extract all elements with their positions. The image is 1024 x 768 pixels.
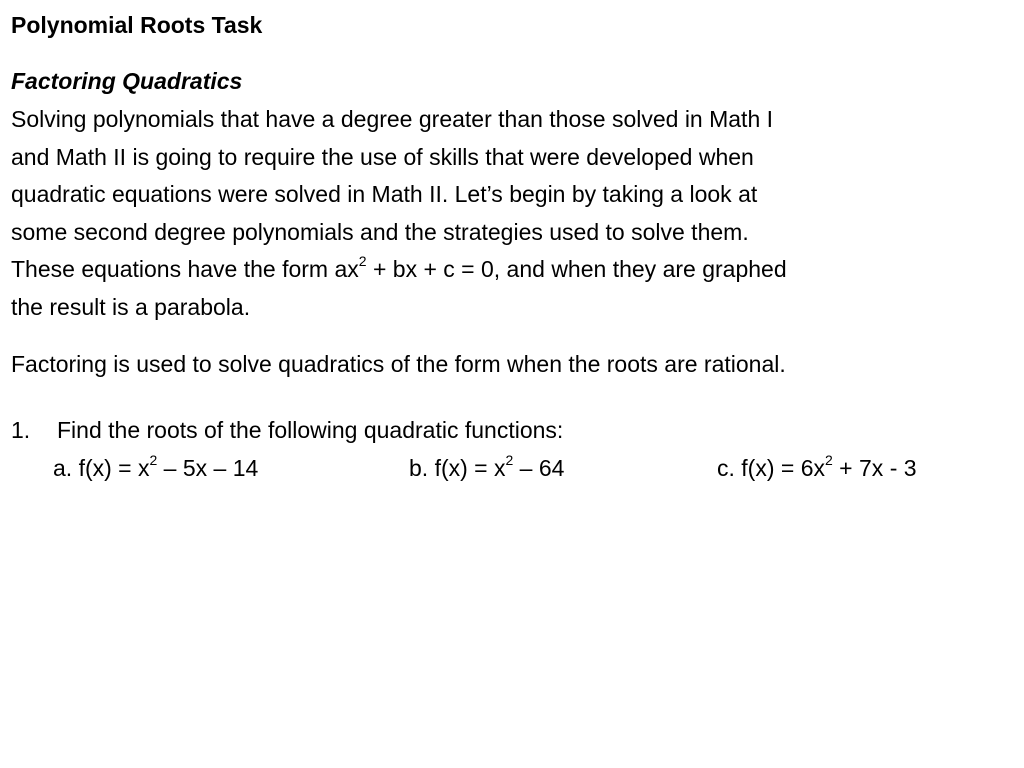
function-text: b. f(x) = x — [409, 455, 506, 481]
formula-text: These equations have the form ax — [11, 256, 359, 282]
function-item-b — [409, 453, 564, 483]
factoring-paragraph: Factoring is used to solve quadratics of the form when the roots are rational. — [11, 351, 786, 377]
exponent: 2 — [825, 452, 833, 469]
paragraph-line: some second degree polynomials and the strategies used to solve them. — [11, 219, 749, 245]
exponent: 2 — [505, 452, 514, 469]
question-number: 1. — [11, 417, 31, 443]
exponent: 2 — [358, 253, 367, 270]
paragraph-line: and Math II is going to require the use of skills that were developed when — [11, 144, 754, 170]
function-text: – 5x – 14 — [157, 455, 259, 481]
formula-text: + bx + c = 0, and when they are graphed — [366, 256, 787, 282]
paragraph-line-formula — [11, 254, 787, 284]
page-title: Polynomial Roots Task — [11, 12, 263, 38]
function-text: a. f(x) = x — [53, 455, 150, 481]
function-item-c — [717, 453, 917, 483]
section-heading: Factoring Quadratics — [11, 68, 243, 94]
function-item-a — [53, 453, 258, 483]
paragraph-line: the result is a parabola. — [11, 294, 251, 320]
function-text: – 64 — [513, 455, 565, 481]
exponent: 2 — [149, 452, 158, 469]
function-text: + 7x - 3 — [832, 455, 917, 481]
paragraph-line: quadratic equations were solved in Math II. Let’s begin by taking a look at — [11, 181, 758, 207]
paragraph-line: Solving polynomials that have a degree greater than those solved in Math I — [11, 106, 774, 132]
function-text: c. f(x) = 6x — [717, 455, 825, 481]
question-text: Find the roots of the following quadratic functions: — [57, 417, 564, 443]
